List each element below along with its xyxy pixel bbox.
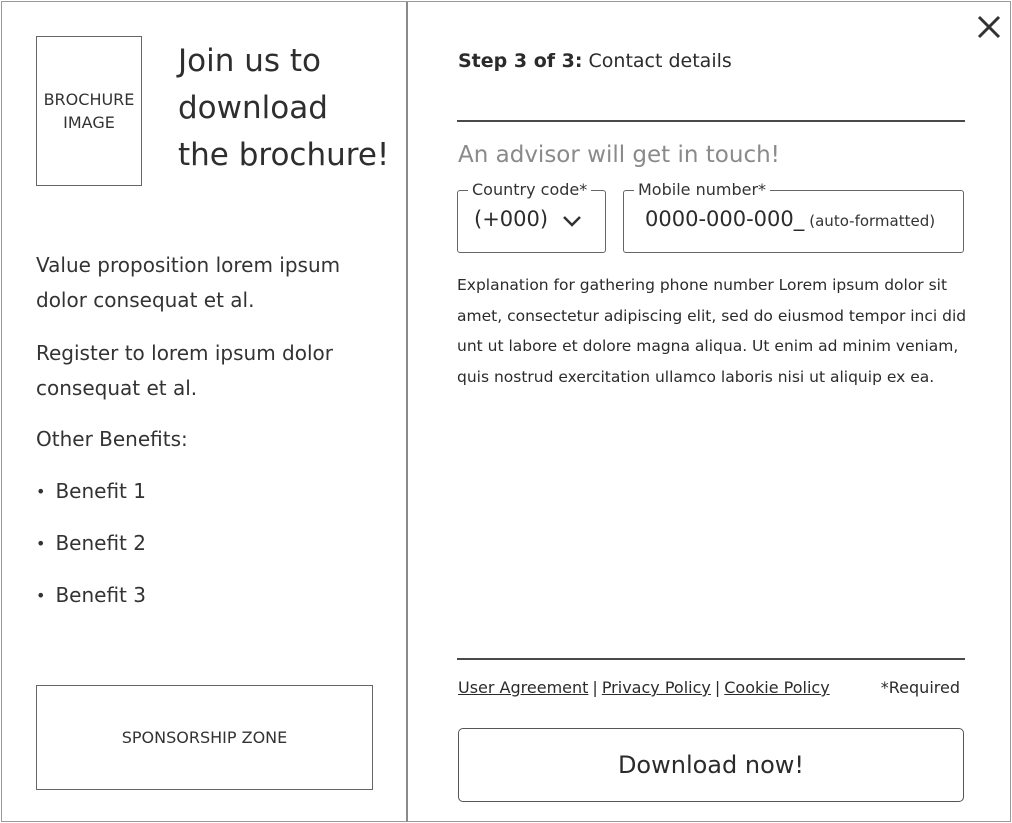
- user-agreement-link[interactable]: User Agreement: [458, 678, 589, 697]
- policy-links: [458, 678, 830, 697]
- chevron-down-icon[interactable]: [562, 213, 582, 227]
- mobile-number-label: Mobile number*: [634, 180, 770, 200]
- privacy-policy-link[interactable]: Privacy Policy: [601, 678, 711, 697]
- top-divider: [457, 120, 965, 122]
- brochure-modal: [1, 1, 1011, 822]
- country-code-select[interactable]: [457, 180, 606, 253]
- sponsorship-zone: [36, 685, 373, 790]
- auto-format-hint: (auto-formatted): [809, 212, 936, 230]
- link-separator: |: [714, 678, 721, 697]
- modal-headline: Join us to download the brochure!: [178, 43, 390, 173]
- benefit-item: [36, 583, 146, 607]
- step-indicator: [458, 50, 732, 72]
- bottom-divider: [457, 658, 965, 660]
- download-button[interactable]: Download now!: [458, 728, 964, 802]
- country-code-value: (+000): [474, 207, 549, 231]
- link-separator: |: [592, 678, 598, 697]
- benefit-item: [36, 479, 146, 503]
- step-prefix: Step 3 of 3:: [458, 50, 583, 72]
- benefit-item: [36, 531, 146, 555]
- sponsorship-label: SPONSORSHIP ZONE: [121, 728, 288, 747]
- cookie-policy-link[interactable]: Cookie Policy: [724, 678, 830, 697]
- panel-divider: [406, 2, 408, 822]
- mobile-number-value: 0000-000-000_: [645, 207, 805, 231]
- benefit-label: Benefit 2: [55, 531, 146, 555]
- benefit-label: Benefit 1: [55, 479, 146, 503]
- step-title: Contact details: [588, 50, 732, 72]
- mobile-number-field[interactable]: [623, 180, 964, 253]
- mobile-number-input[interactable]: [645, 207, 935, 231]
- required-note: *Required: [880, 678, 960, 697]
- other-benefits-label: Other Benefits:: [36, 427, 188, 451]
- bullet-icon: •: [36, 482, 46, 501]
- brochure-image-placeholder: BROCHURE IMAGE: [36, 36, 142, 186]
- bullet-icon: •: [36, 534, 46, 553]
- value-proposition: Value proposition lorem ipsum dolor consequat et al.: [36, 253, 341, 312]
- country-code-label: Country code*: [468, 180, 591, 200]
- close-icon[interactable]: [974, 12, 1004, 42]
- advisor-text: An advisor will get in touch!: [458, 142, 780, 168]
- benefit-label: Benefit 3: [55, 583, 146, 607]
- phone-explanation: Explanation for gathering phone number Lorem ipsum dolor sit amet, consectetur adipiscing elit, sed do eiusmod tempor inci did unt ut labore et dolore magna aliqua. Ut enim ad minim veniam, quis nostrud exercitation ullamco laboris nisi ut aliquip ex ea.: [457, 276, 967, 386]
- bullet-icon: •: [36, 586, 46, 605]
- register-text: Register to lorem ipsum dolor consequat et al.: [36, 341, 333, 400]
